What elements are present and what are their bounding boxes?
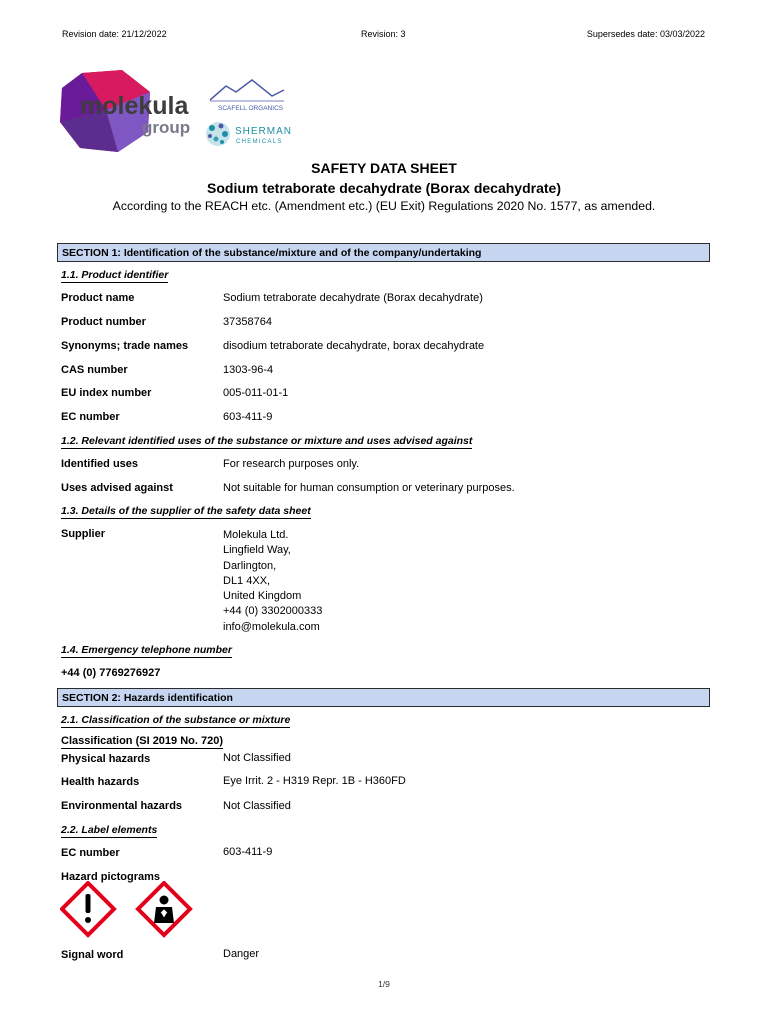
classification-label: Classification (SI 2019 No. 720) [61, 735, 224, 747]
svg-text:molekula: molekula [80, 92, 189, 120]
cas-number-value: 1303-96-4 [223, 364, 274, 376]
page-number: 1/9 [378, 979, 390, 989]
supplier-email: info@molekula.com [223, 620, 320, 633]
synonyms-label: Synonyms; trade names [61, 340, 189, 352]
health-hazards-value: Eye Irrit. 2 - H319 Repr. 1B - H360FD [223, 775, 406, 787]
environmental-hazards-label: Environmental hazards [61, 800, 183, 812]
molekula-group-logo [60, 70, 200, 152]
subheading-2-1: 2.1. Classification of the substance or mixture [61, 714, 291, 726]
hazard-pictograms-label: Hazard pictograms [61, 871, 161, 883]
supplier-town: Darlington, [223, 559, 277, 572]
revision-number: Revision: 3 [361, 29, 406, 39]
ec-number-label: EC number [61, 411, 120, 423]
subheading-1-3: 1.3. Details of the supplier of the safety data sheet [61, 505, 311, 517]
svg-text:CHEMICALS: CHEMICALS [236, 139, 283, 145]
identified-uses-label: Identified uses [61, 458, 139, 470]
uses-advised-against-value: Not suitable for human consumption or veterinary purposes. [223, 482, 515, 494]
supplier-phone: +44 (0) 3302000333 [223, 605, 323, 618]
regulation-note: According to the REACH etc. (Amendment etc.) (EU Exit) Regulations 2020 No. 1577, as amended. [112, 199, 656, 213]
product-name-label: Product name [61, 292, 135, 304]
subheading-1-4: 1.4. Emergency telephone number [61, 644, 232, 656]
supplier-label: Supplier [61, 528, 106, 540]
exclamation-mark-icon [62, 883, 114, 935]
emergency-phone: +44 (0) 7769276927 [61, 667, 161, 679]
svg-text:SHERMAN: SHERMAN [235, 126, 293, 137]
scafell-organics-logo [210, 80, 284, 112]
svg-text:SCAFELL ORGANICS: SCAFELL ORGANICS [218, 105, 284, 112]
svg-text:group: group [142, 118, 191, 137]
eu-index-label: EU index number [61, 387, 152, 399]
ec-number-value: 603-411-9 [223, 411, 273, 423]
subheading-1-1: 1.1. Product identifier [61, 269, 169, 281]
subheading-2-2: 2.2. Label elements [61, 824, 158, 836]
identified-uses-value: For research purposes only. [223, 458, 360, 470]
sherman-chemicals-logo [206, 122, 292, 146]
uses-advised-against-label: Uses advised against [61, 482, 173, 494]
label-ec-number-label: EC number [61, 847, 120, 859]
company-logos [60, 70, 300, 152]
supplier-address [223, 528, 322, 635]
subheading-1-2: 1.2. Relevant identified uses of the substance or mixture and uses advised against [61, 435, 473, 447]
document-title: SAFETY DATA SHEET [311, 160, 457, 176]
signal-word-label: Signal word [61, 949, 124, 961]
section-2-heading: SECTION 2: Hazards identification [57, 688, 710, 707]
environmental-hazards-value: Not Classified [223, 800, 291, 812]
eu-index-value: 005-011-01-1 [223, 387, 289, 399]
physical-hazards-label: Physical hazards [61, 753, 151, 765]
product-name-value: Sodium tetraborate decahydrate (Borax decahydrate) [223, 292, 483, 304]
label-ec-number-value: 603-411-9 [223, 846, 273, 858]
signal-word-value: Danger [223, 948, 260, 960]
product-title: Sodium tetraborate decahydrate (Borax decahydrate) [207, 180, 561, 196]
health-hazards-label: Health hazards [61, 776, 140, 788]
synonyms-value: disodium tetraborate decahydrate, borax decahydrate [223, 340, 485, 352]
revision-date: Revision date: 21/12/2022 [62, 29, 167, 39]
supersedes-date: Supersedes date: 03/03/2022 [586, 29, 705, 39]
supplier-street: Lingfield Way, [223, 544, 291, 557]
supplier-postcode: DL1 4XX, [223, 574, 271, 587]
product-number-value: 37358764 [223, 316, 272, 328]
supplier-name: Molekula Ltd. [223, 529, 289, 541]
hazard-pictograms [60, 881, 196, 941]
health-hazard-icon [138, 883, 190, 935]
cas-number-label: CAS number [61, 364, 128, 376]
supplier-country: United Kingdom [223, 590, 302, 603]
product-number-label: Product number [61, 316, 146, 328]
section-1-heading: SECTION 1: Identification of the substance/mixture and of the company/undertaking [57, 243, 710, 262]
physical-hazards-value: Not Classified [223, 752, 291, 764]
